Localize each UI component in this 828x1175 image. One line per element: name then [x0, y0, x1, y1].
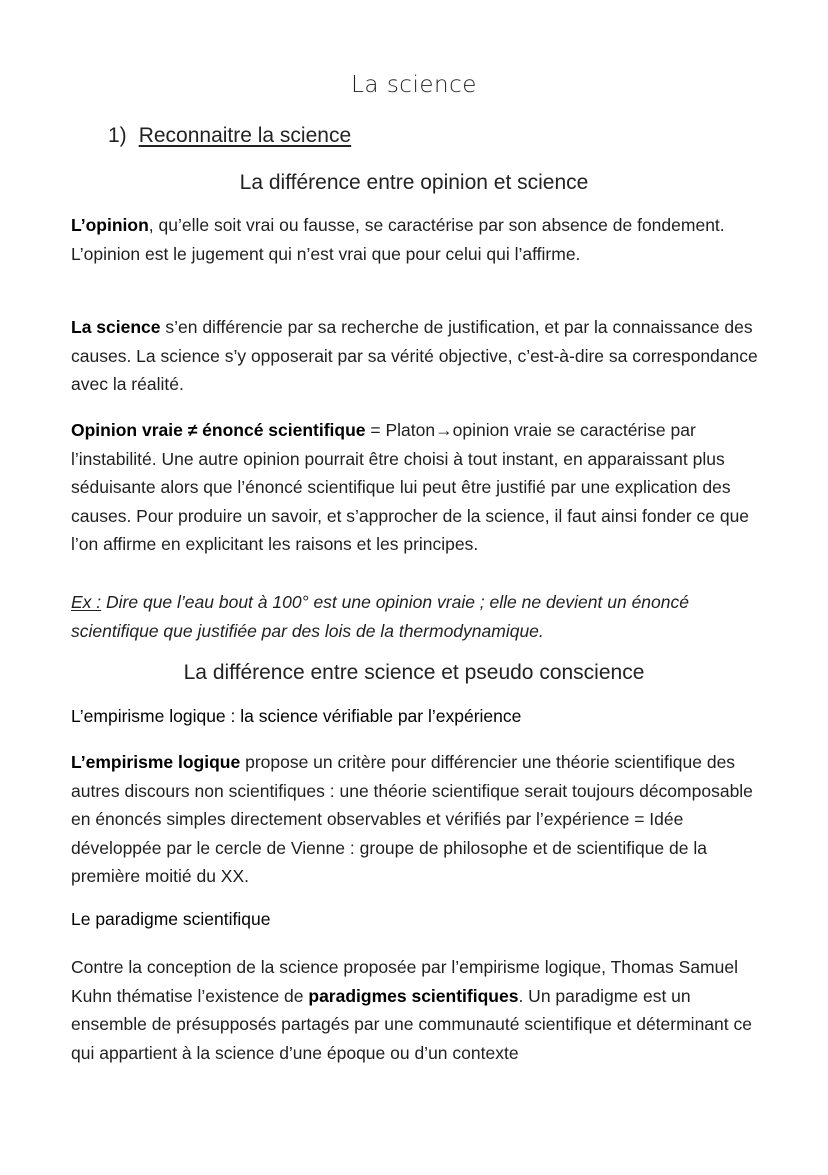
paragraph-text: s’en différencie par sa recherche de justification, et par la connaissance des causes. La science s’y opposerait par sa vérité objective, c’est-à-dire sa correspondance avec la réalité.	[71, 317, 758, 395]
term-science: La science	[71, 317, 161, 337]
subheading-opinion-science: La différence entre opinion et science	[239, 171, 589, 194]
paragraph-paradigme	[71, 953, 771, 1067]
paragraph-science	[71, 313, 771, 399]
paragraph-text: , qu’elle soit vrai ou fausse, se caractérise par son absence de fondement. L’opinion est le jugement qui n’est vrai que pour celui qui l’affirme.	[71, 215, 725, 264]
example-label: Ex :	[71, 592, 102, 612]
term-opinion-vraie: Opinion vraie ≠ énoncé scientifique	[71, 420, 366, 440]
paragraph-empirisme	[71, 748, 771, 891]
minor-heading-empirisme: L’empirisme logique : la science vérifiable par l’expérience	[71, 706, 522, 726]
term-empirisme: L’empirisme logique	[71, 752, 241, 772]
paragraph-example	[71, 588, 771, 645]
paragraph-text: Dire que l’eau bout à 100° est une opinion vraie ; elle ne devient un énoncé scientifique que justifiée par des lois de la thermodynamique.	[71, 592, 689, 641]
section-heading	[108, 124, 351, 148]
subheading-science-pseudo: La différence entre science et pseudo conscience	[183, 661, 645, 684]
section-number: 1)	[108, 124, 127, 147]
paragraph-text: Contre la conception de la science proposée par l’empirisme logique, Thomas Samuel Kuhn thématise l’existence de	[71, 957, 738, 1006]
minor-heading-paradigme: Le paradigme scientifique	[71, 909, 271, 929]
arrow-right-icon: →	[435, 420, 453, 440]
paragraph-opinion	[71, 211, 771, 268]
term-paradigmes: paradigmes scientifiques	[308, 985, 519, 1006]
paragraph-text: opinion vraie se caractérise par l’instabilité. Une autre opinion pourrait être choisi à tout instant, en apparaissant plus séduisante alors que l’énoncé scientifique lui peut être justifié par une explication des causes. Pour produire un savoir, et s’approcher de la science, il faut ainsi fonder ce que l’on affirme en explicitant les raisons et les principes.	[71, 420, 750, 555]
paragraph-text: . Un paradigme est un ensemble de présupposés partagés par une communauté scientifique et déterminant ce qui appartient à la science d’une époque ou d’un contexte	[71, 985, 752, 1063]
section-title: Reconnaitre la science	[138, 124, 352, 147]
paragraph-text: = Platon	[365, 420, 436, 440]
document-title: La science	[351, 72, 477, 98]
paragraph-opinion-vraie	[71, 416, 771, 559]
term-opinion: L’opinion	[71, 215, 149, 235]
paragraph-text: propose un critère pour différencier une théorie scientifique des autres discours non scientifiques : une théorie scientifique serait toujours décomposable en énoncés simples directement observables et vérifiés par l’expérience = Idée développée par le cercle de Vienne : groupe de philosophe et de scientifique de la première moitié du XX.	[71, 752, 753, 887]
